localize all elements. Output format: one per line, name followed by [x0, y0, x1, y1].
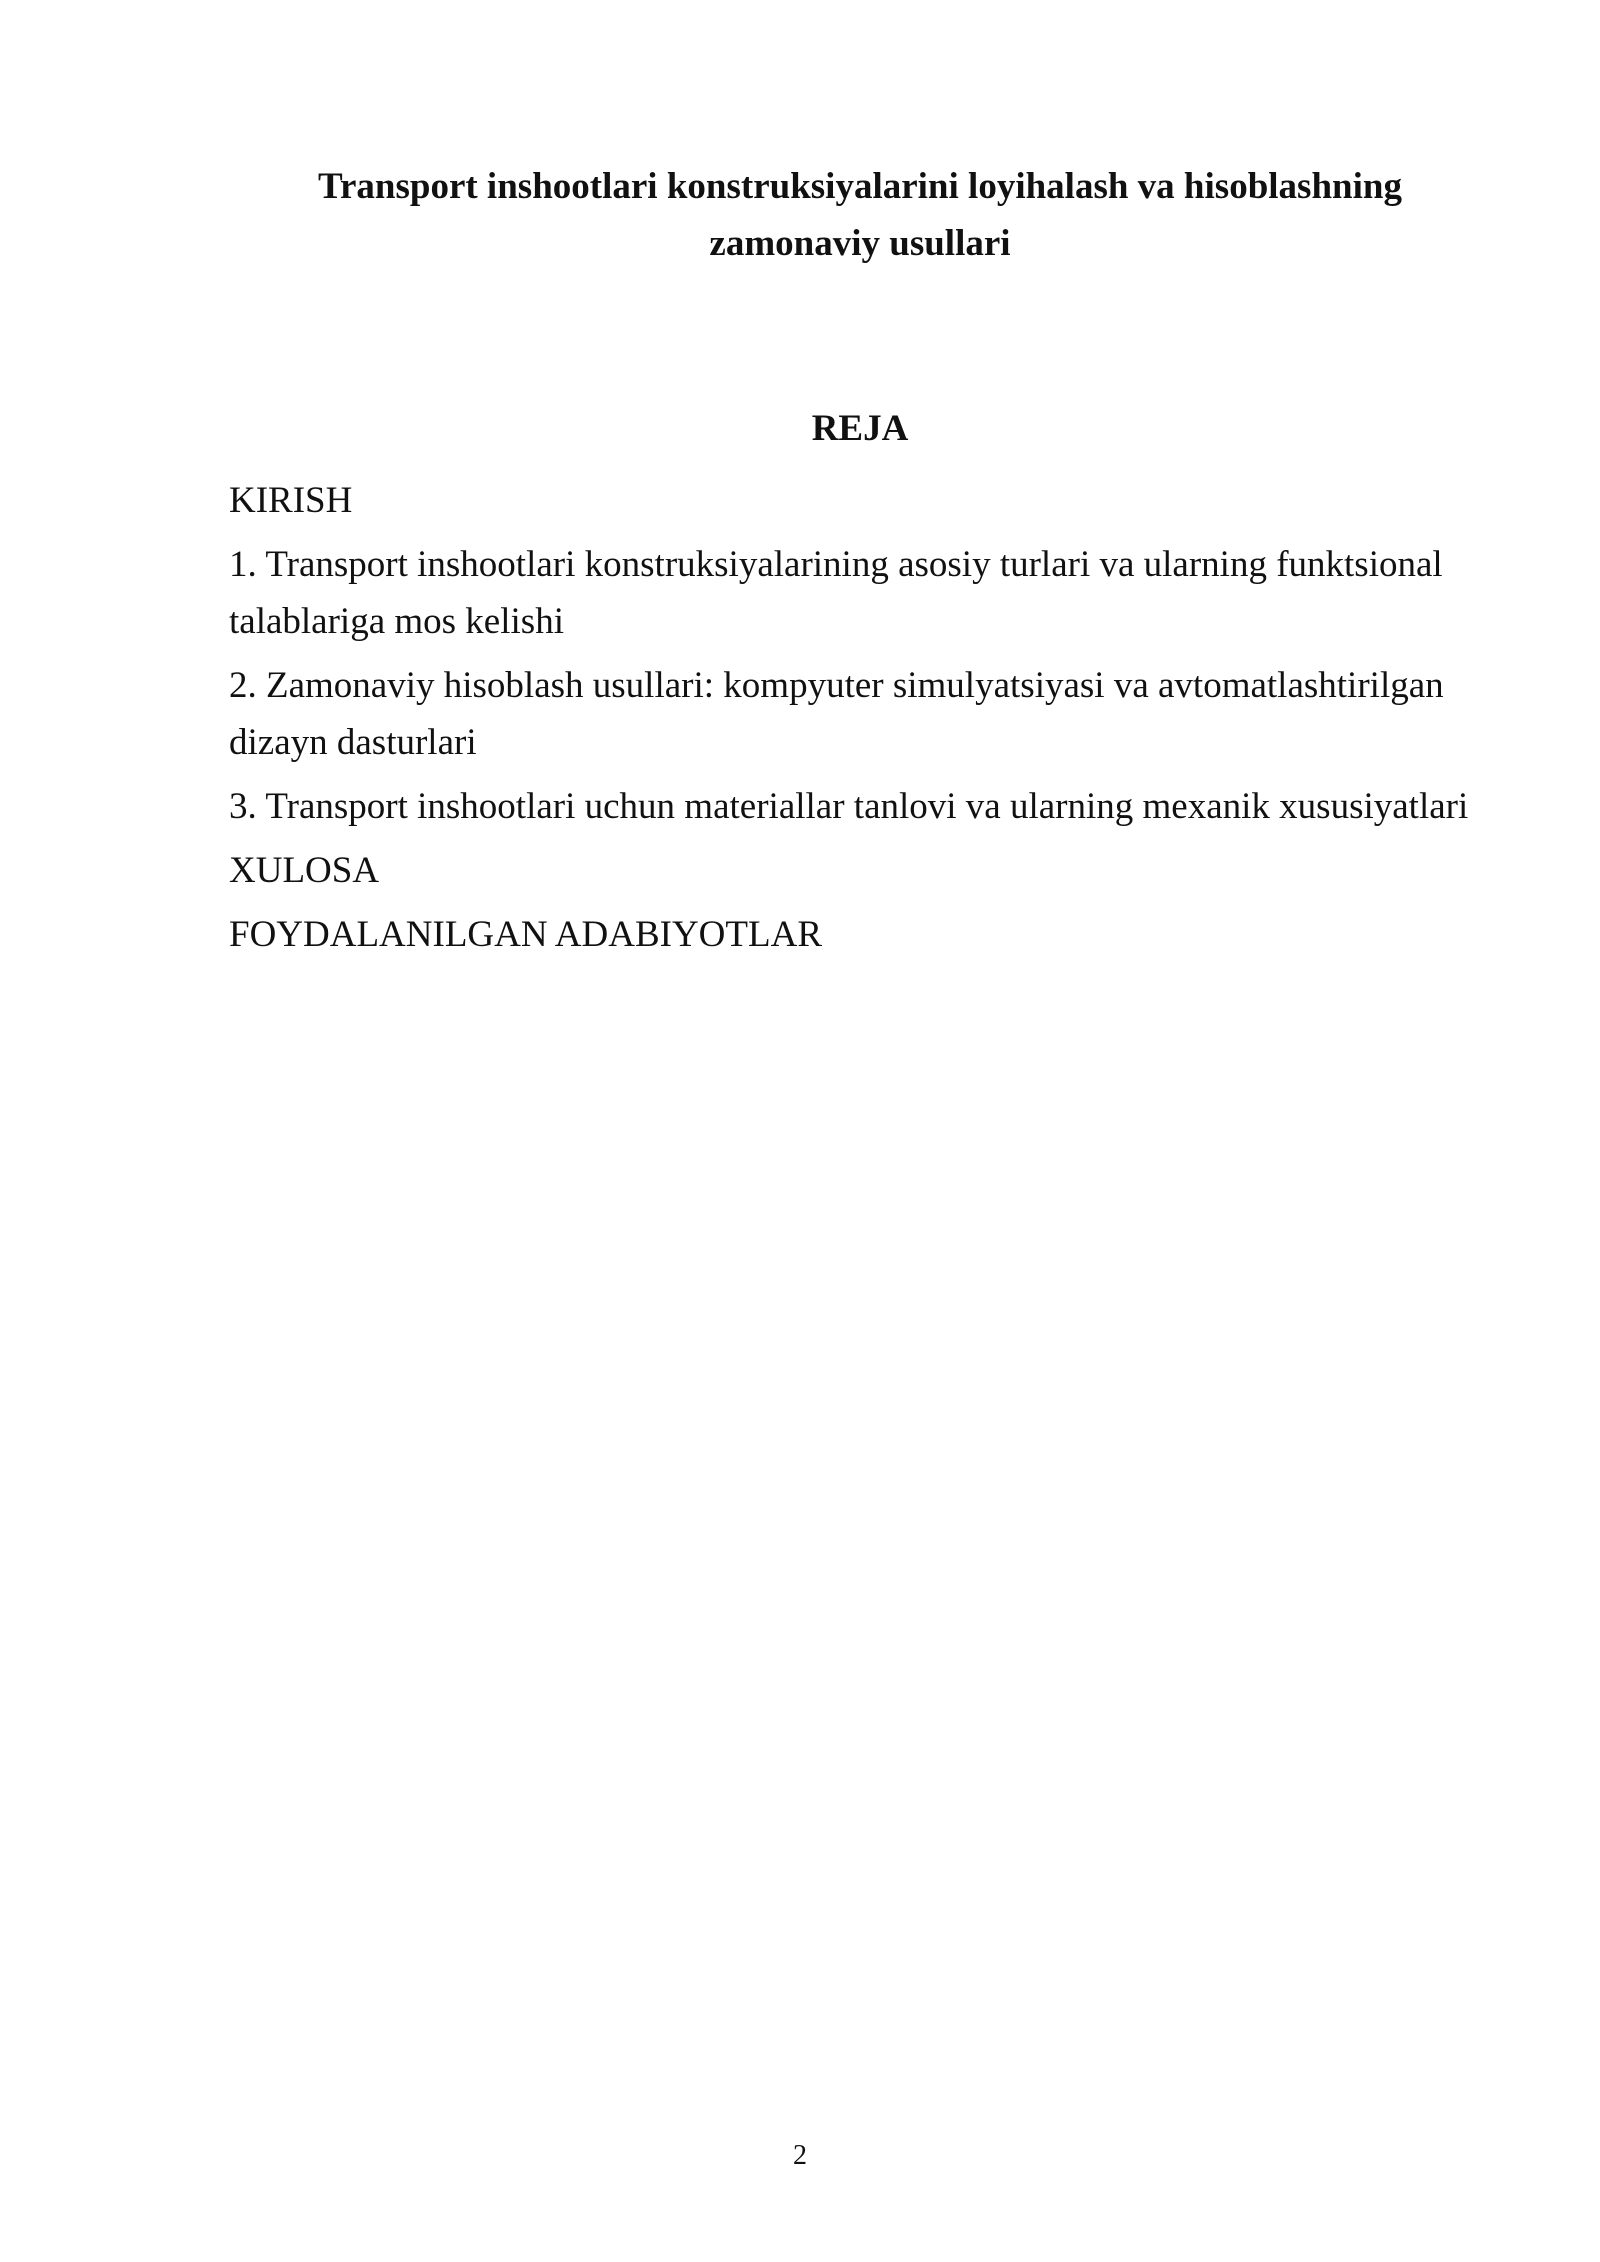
page-number: 2 — [793, 2140, 807, 2171]
plan-heading: REJA — [811, 408, 909, 449]
toc-item-2: 2. Zamonaviy hisoblash usullari: kompyuter simulyatsiyasi va avtomatlashtirilgan dizayn dasturlari — [229, 665, 1444, 763]
toc-item-conclusion: XULOSA — [229, 850, 380, 891]
toc-item-3: 3. Transport inshootlari uchun materiallar tanlovi va ularning mexanik xususiyatlari — [229, 786, 1469, 827]
toc-item-1: 1. Transport inshootlari konstruksiyalarining asosiy turlari va ularning funktsional talablariga mos kelishi — [229, 544, 1443, 642]
title-line-1: Transport inshootlari konstruksiyalarini loyihalash va hisoblashning — [318, 166, 1402, 207]
title-line-2: zamonaviy usullari — [709, 223, 1011, 264]
table-of-contents — [229, 472, 1479, 970]
toc-item-introduction: KIRISH — [229, 480, 353, 521]
toc-item-references: FOYDALANILGAN ADABIYOTLAR — [229, 914, 822, 955]
document-title — [230, 158, 1490, 272]
